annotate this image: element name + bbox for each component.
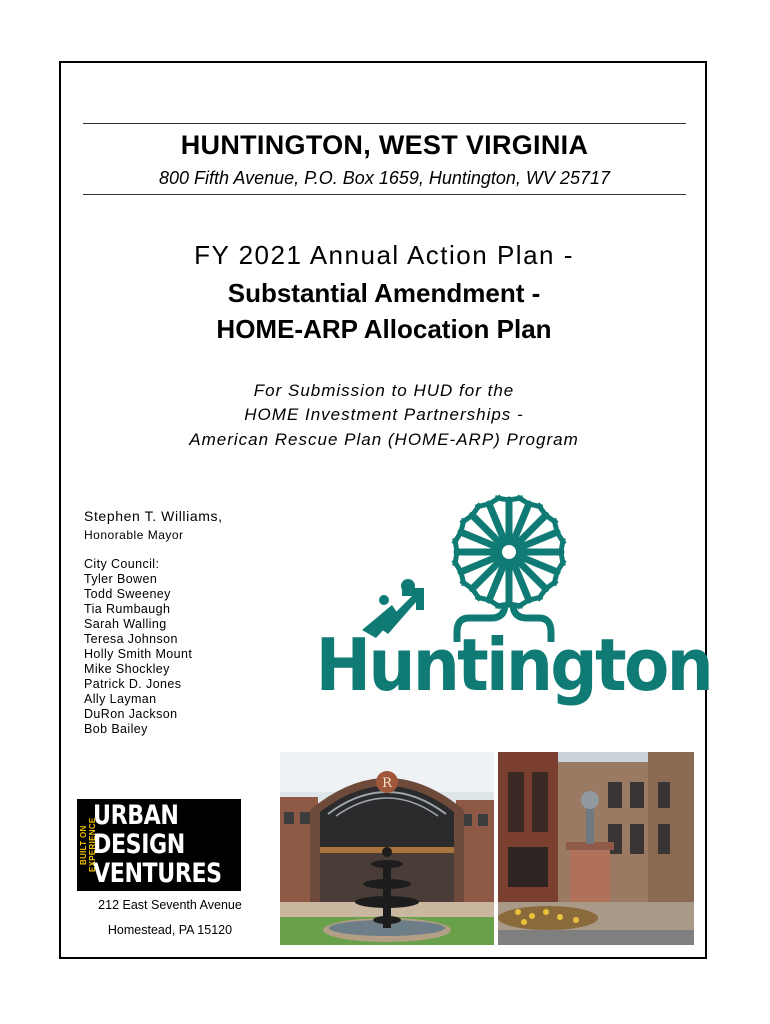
council-member: Ally Layman xyxy=(84,692,157,706)
submission-line-3: American Rescue Plan (HOME-ARP) Program xyxy=(189,430,579,449)
mayor-name: Stephen T. Williams, xyxy=(84,508,223,524)
submission-line-2: HOME Investment Partnerships - xyxy=(244,405,524,424)
mayor-title: Honorable Mayor xyxy=(84,528,184,542)
logo-tagline: BUILT ON EXPERIENCE xyxy=(79,817,97,873)
council-member: DuRon Jackson xyxy=(84,707,178,721)
council-member: Sarah Walling xyxy=(84,617,167,631)
plan-title-line-3: HOME-ARP Allocation Plan xyxy=(216,314,552,344)
plan-title-line-2: Substantial Amendment - xyxy=(227,278,541,308)
council-member: Tyler Bowen xyxy=(84,572,158,586)
council-member: Holly Smith Mount xyxy=(84,647,193,661)
top-rule xyxy=(83,123,686,124)
council-member: Patrick D. Jones xyxy=(84,677,182,691)
huntington-wordmark: Huntington xyxy=(315,624,711,708)
downtown-monument-photo xyxy=(498,752,694,945)
urban-design-ventures-logo xyxy=(77,799,241,891)
flower-emblem-icon xyxy=(454,497,565,642)
council-member: Tia Rumbaugh xyxy=(84,602,171,616)
address-rule xyxy=(83,194,686,195)
plaza-fountain-photo xyxy=(280,752,494,945)
council-member: Mike Shockley xyxy=(84,662,170,676)
city-title: HUNTINGTON, WEST VIRGINIA xyxy=(180,130,589,160)
plaza-sign-text: R xyxy=(382,776,392,791)
logo-word-ventures: VENTURES xyxy=(93,858,222,889)
huntington-logo xyxy=(312,492,711,727)
submission-line-1: For Submission to HUD for the xyxy=(253,381,515,400)
council-member: Bob Bailey xyxy=(84,722,148,736)
logo-word-design: DESIGN xyxy=(93,829,185,860)
consultant-city: Homestead, PA 15120 xyxy=(107,923,233,937)
council-member: Todd Sweeney xyxy=(84,587,171,601)
city-address: 800 Fifth Avenue, P.O. Box 1659, Huntington, WV 25717 xyxy=(159,168,610,188)
plan-title-line-1: FY 2021 Annual Action Plan - xyxy=(194,240,574,270)
logo-word-urban: URBAN xyxy=(93,800,179,831)
council-heading: City Council: xyxy=(84,557,160,571)
consultant-street: 212 East Seventh Avenue xyxy=(98,898,242,912)
city-council-list xyxy=(84,557,192,737)
council-member: Teresa Johnson xyxy=(84,632,178,646)
